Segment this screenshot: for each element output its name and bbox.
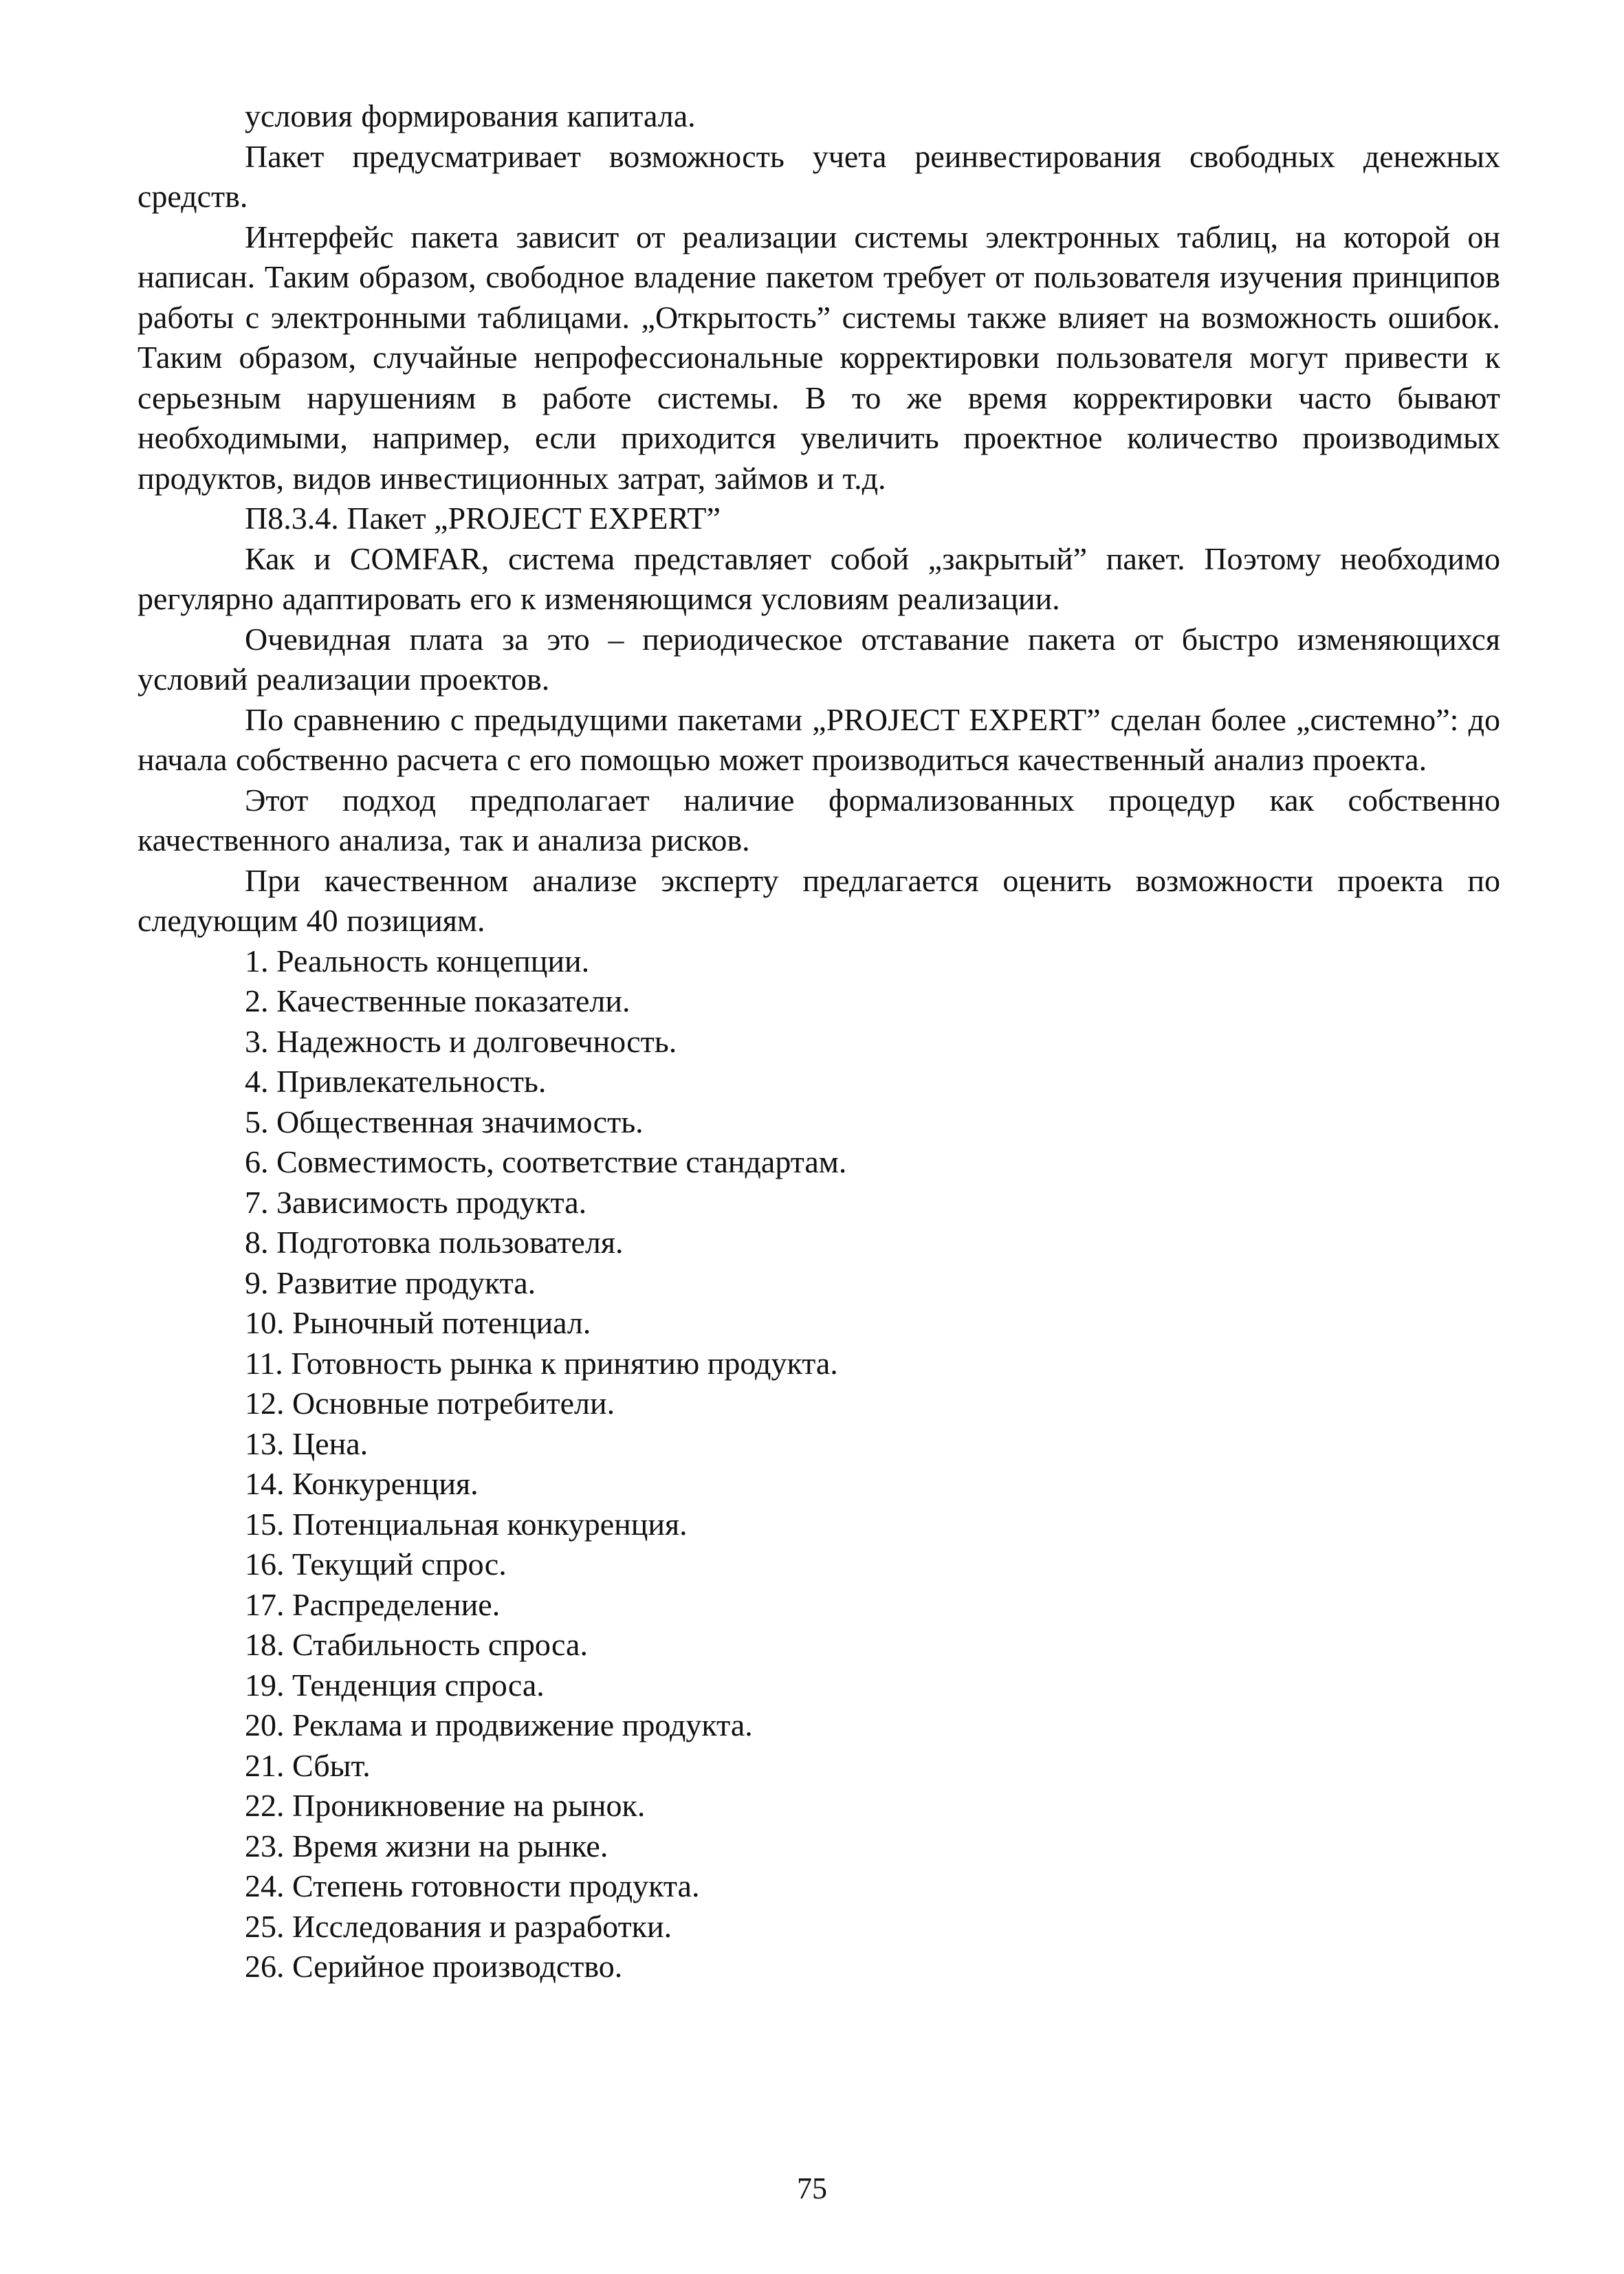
- list-item: 15. Потенциальная конкуренция.: [245, 1506, 688, 1542]
- page-number: 75: [797, 2172, 827, 2205]
- paragraph-lag: Очевидная плата за это – периодическое отставание пакета от быстро изменяющихся условий реализации проектов.: [138, 621, 1500, 697]
- list-item: 12. Основные потребители.: [245, 1386, 615, 1421]
- paragraph-interface: Интерфейс пакета зависит от реализации системы электронных таблиц, на которой он написан. Таким образом, свободное владение пакетом требует от пользователя изучения принципов работы с электронными таблицами. „Открытость” системы также влияет на возможность ошибок. Таким образом, случайные непрофессиональные корректировки пользователя могут привести к серьезным нарушениям в работе системы. В то же время корректировки часто бывают необходимыми, например, если приходится увеличить проектное количество производимых продуктов, видов инвестиционных затрат, займов и т.д.: [138, 219, 1500, 496]
- list-item: 14. Конкуренция.: [245, 1466, 479, 1501]
- list-item: 24. Степень готовности продукта.: [245, 1868, 700, 1903]
- list-item: 5. Общественная значимость.: [245, 1104, 644, 1139]
- list-item: 17. Распределение.: [245, 1586, 501, 1622]
- criteria-list: [138, 941, 1500, 1987]
- list-item: 6. Совместимость, соответствие стандартам.: [245, 1144, 847, 1179]
- list-item: 10. Рыночный потенциал.: [245, 1305, 591, 1340]
- list-item: 26. Серийное производство.: [245, 1949, 623, 1984]
- list-item: 25. Исследования и разработки.: [245, 1908, 672, 1944]
- list-item: 2. Качественные показатели.: [245, 983, 630, 1018]
- section-heading: П8.3.4. Пакет „PROJECT EXPERT”: [245, 501, 721, 536]
- list-item: 20. Реклама и продвижение продукта.: [245, 1707, 753, 1742]
- paragraph-closed-package: Как и COMFAR, система представляет собой „закрытый” пакет. Поэтому необходимо регулярно адаптировать его к изменяющимся условиям реализации.: [138, 540, 1500, 616]
- list-item: 22. Проникновение на рынок.: [245, 1788, 646, 1823]
- list-item: 21. Сбыт.: [245, 1747, 371, 1783]
- list-item: 4. Привлекательность.: [245, 1064, 547, 1099]
- list-item: 11. Готовность рынка к принятию продукта.: [245, 1345, 838, 1381]
- paragraph-systemic: По сравнению с предыдущими пакетами „PROJECT EXPERT” сделан более „системно”: до начала собственно расчета с его помощью может производиться качественный анализ проекта.: [138, 701, 1500, 777]
- list-item: 3. Надежность и долговечность.: [245, 1023, 677, 1059]
- paragraph-reinvestment: Пакет предусматривает возможность учета реинвестирования свободных денежных средств.: [138, 138, 1500, 214]
- list-item: 1. Реальность концепции.: [245, 943, 590, 979]
- list-item: 13. Цена.: [245, 1425, 369, 1461]
- list-item: 23. Время жизни на рынке.: [245, 1828, 608, 1863]
- list-item: 19. Тенденция спроса.: [245, 1667, 545, 1703]
- list-item: 9. Развитие продукта.: [245, 1265, 536, 1300]
- list-item: 16. Текущий спрос.: [245, 1546, 507, 1582]
- paragraph-capital-conditions: условия формирования капитала.: [245, 98, 696, 133]
- paragraph-approach: Этот подход предполагает наличие формализованных процедур как собственно качественного анализа, так и анализа рисков.: [138, 782, 1500, 857]
- list-item: 7. Зависимость продукта.: [245, 1184, 587, 1220]
- list-item: 18. Стабильность спроса.: [245, 1627, 588, 1662]
- paragraph-qualitative-analysis: При качественном анализе эксперту предлагается оценить возможности проекта по следующим 40 позициям.: [138, 862, 1500, 938]
- page-body: [138, 96, 1500, 1987]
- list-item: 8. Подготовка пользователя.: [245, 1225, 624, 1260]
